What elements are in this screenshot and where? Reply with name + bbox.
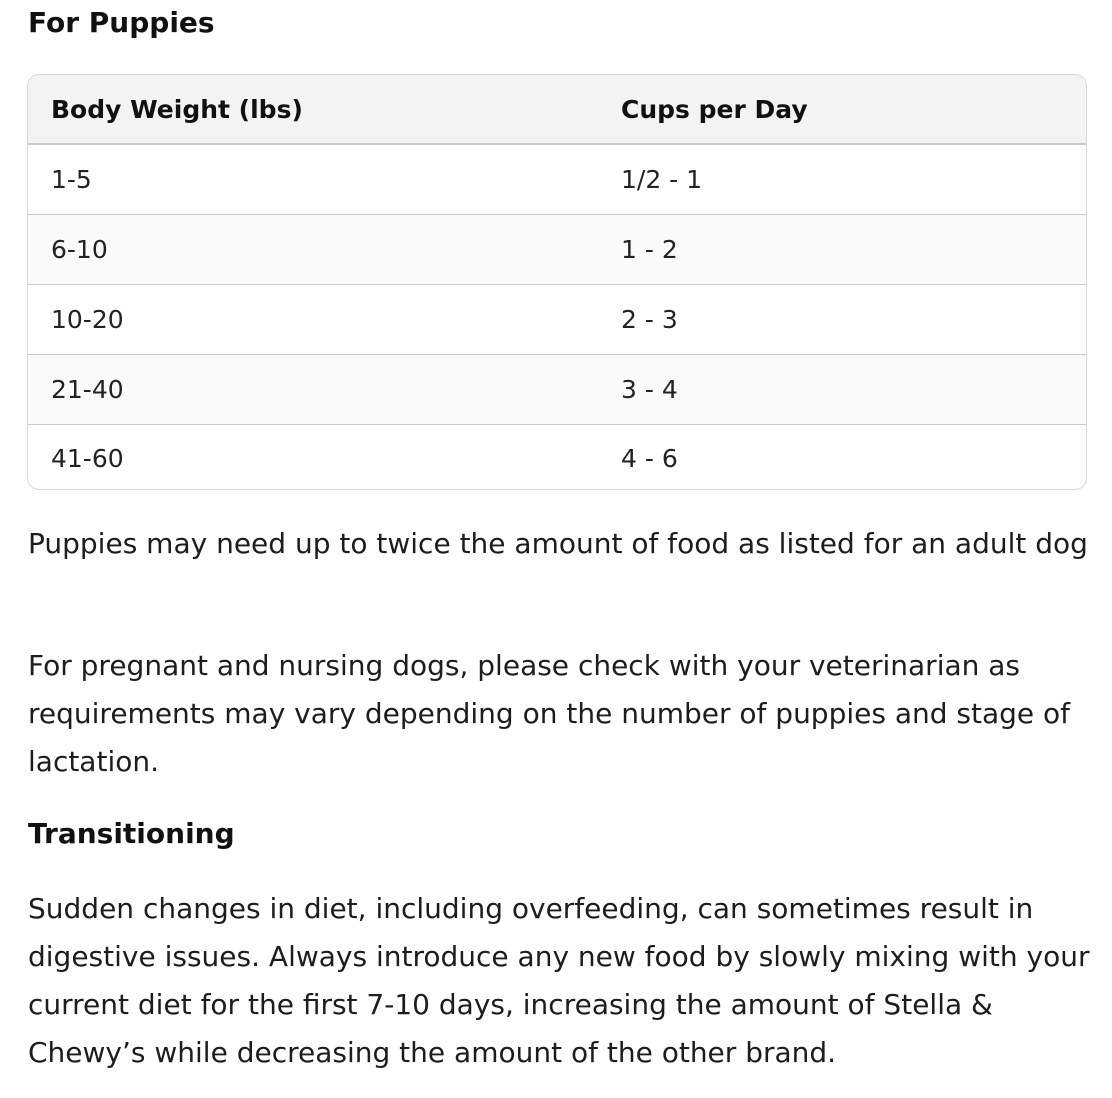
feeding-table — [27, 74, 1087, 490]
body-weight-cell: 6-10 — [51, 235, 108, 264]
cups-per-day-cell: 1 - 2 — [621, 235, 678, 264]
puppies-note: Puppies may need up to twice the amount of food as listed for an adult dog — [28, 527, 1088, 560]
cups-per-day-cell: 4 - 6 — [621, 443, 678, 473]
transitioning-text: Sudden changes in diet, including overfeeding, can sometimes result in digestive issues. Always introduce any new food by slowly mixing with your current diet for the first 7-10 days, increasing the amount of Stella & Chewy’s while decreasing the amount of the other brand. — [28, 892, 1090, 1069]
table-row — [28, 215, 1086, 285]
table-header-row — [28, 75, 1086, 145]
body-weight-cell: 41-60 — [51, 443, 124, 473]
table-row — [28, 355, 1086, 425]
table-row — [28, 425, 1086, 490]
puppies-heading: For Puppies — [28, 6, 215, 39]
body-weight-cell: 1-5 — [51, 165, 92, 194]
header-cups-per-day: Cups per Day — [621, 94, 808, 124]
body-weight-cell: 21-40 — [51, 375, 124, 404]
cups-per-day-cell: 3 - 4 — [621, 375, 678, 404]
table-row — [28, 285, 1086, 355]
body-weight-cell: 10-20 — [51, 305, 124, 334]
cups-per-day-cell: 2 - 3 — [621, 305, 678, 334]
transitioning-heading: Transitioning — [28, 817, 235, 850]
pregnant-nursing-note: For pregnant and nursing dogs, please check with your veterinarian as requirements may vary depending on the number of puppies and stage of lactation. — [28, 649, 1071, 778]
cups-per-day-cell: 1/2 - 1 — [621, 165, 703, 194]
header-body-weight: Body Weight (lbs) — [51, 94, 303, 124]
table-row — [28, 145, 1086, 215]
